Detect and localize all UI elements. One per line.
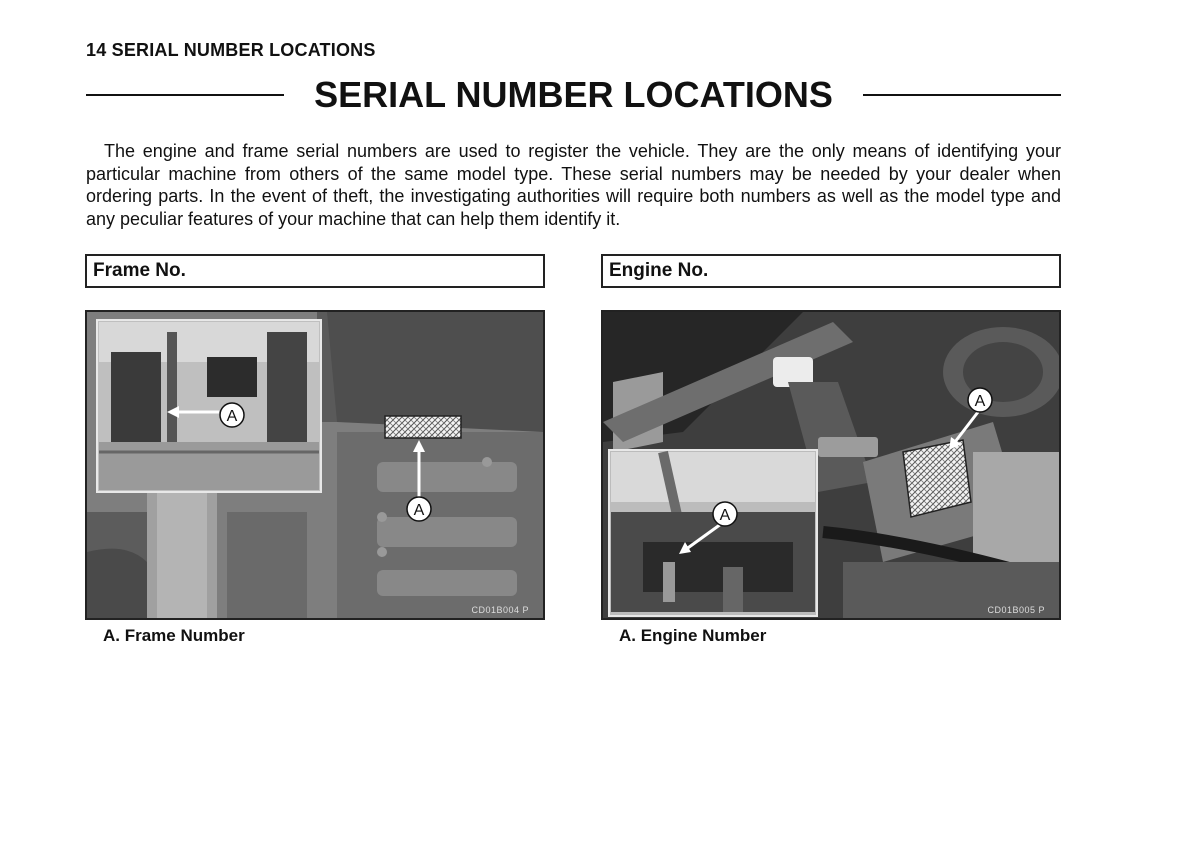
running-head: 14 SERIAL NUMBER LOCATIONS [86, 40, 376, 60]
frame-main-callout: A [413, 502, 425, 519]
engine-main-callout: A [974, 393, 986, 410]
frame-label-box: Frame No. [85, 254, 545, 288]
engine-section [601, 254, 1061, 646]
frame-photo-illustration [87, 312, 543, 618]
engine-photo-code: CD01B005 P [987, 605, 1045, 615]
engine-photo [601, 310, 1061, 620]
frame-photo-code: CD01B004 P [471, 605, 529, 615]
title-rule-left [86, 94, 284, 96]
title-row [86, 72, 1061, 118]
frame-section [85, 254, 545, 646]
page-title: SERIAL NUMBER LOCATIONS [314, 74, 833, 115]
frame-photo [85, 310, 545, 620]
frame-inset-callout: A [226, 408, 238, 425]
title-rule-right [863, 94, 1061, 96]
frame-caption: A. Frame Number [103, 626, 245, 645]
intro-paragraph: The engine and frame serial numbers are used to register the vehicle. They are the only means of identifying your particular machine from others of the same model type. These serial numbers may be needed by your dealer when ordering parts. In the event of theft, the investigating authorities will require both numbers as well as the model type and any peculiar features of your machine that can help them identify it. [86, 141, 1061, 229]
engine-caption: A. Engine Number [619, 626, 767, 645]
engine-inset-callout: A [719, 507, 731, 524]
engine-label-box: Engine No. [601, 254, 1061, 288]
engine-photo-illustration [603, 312, 1059, 618]
